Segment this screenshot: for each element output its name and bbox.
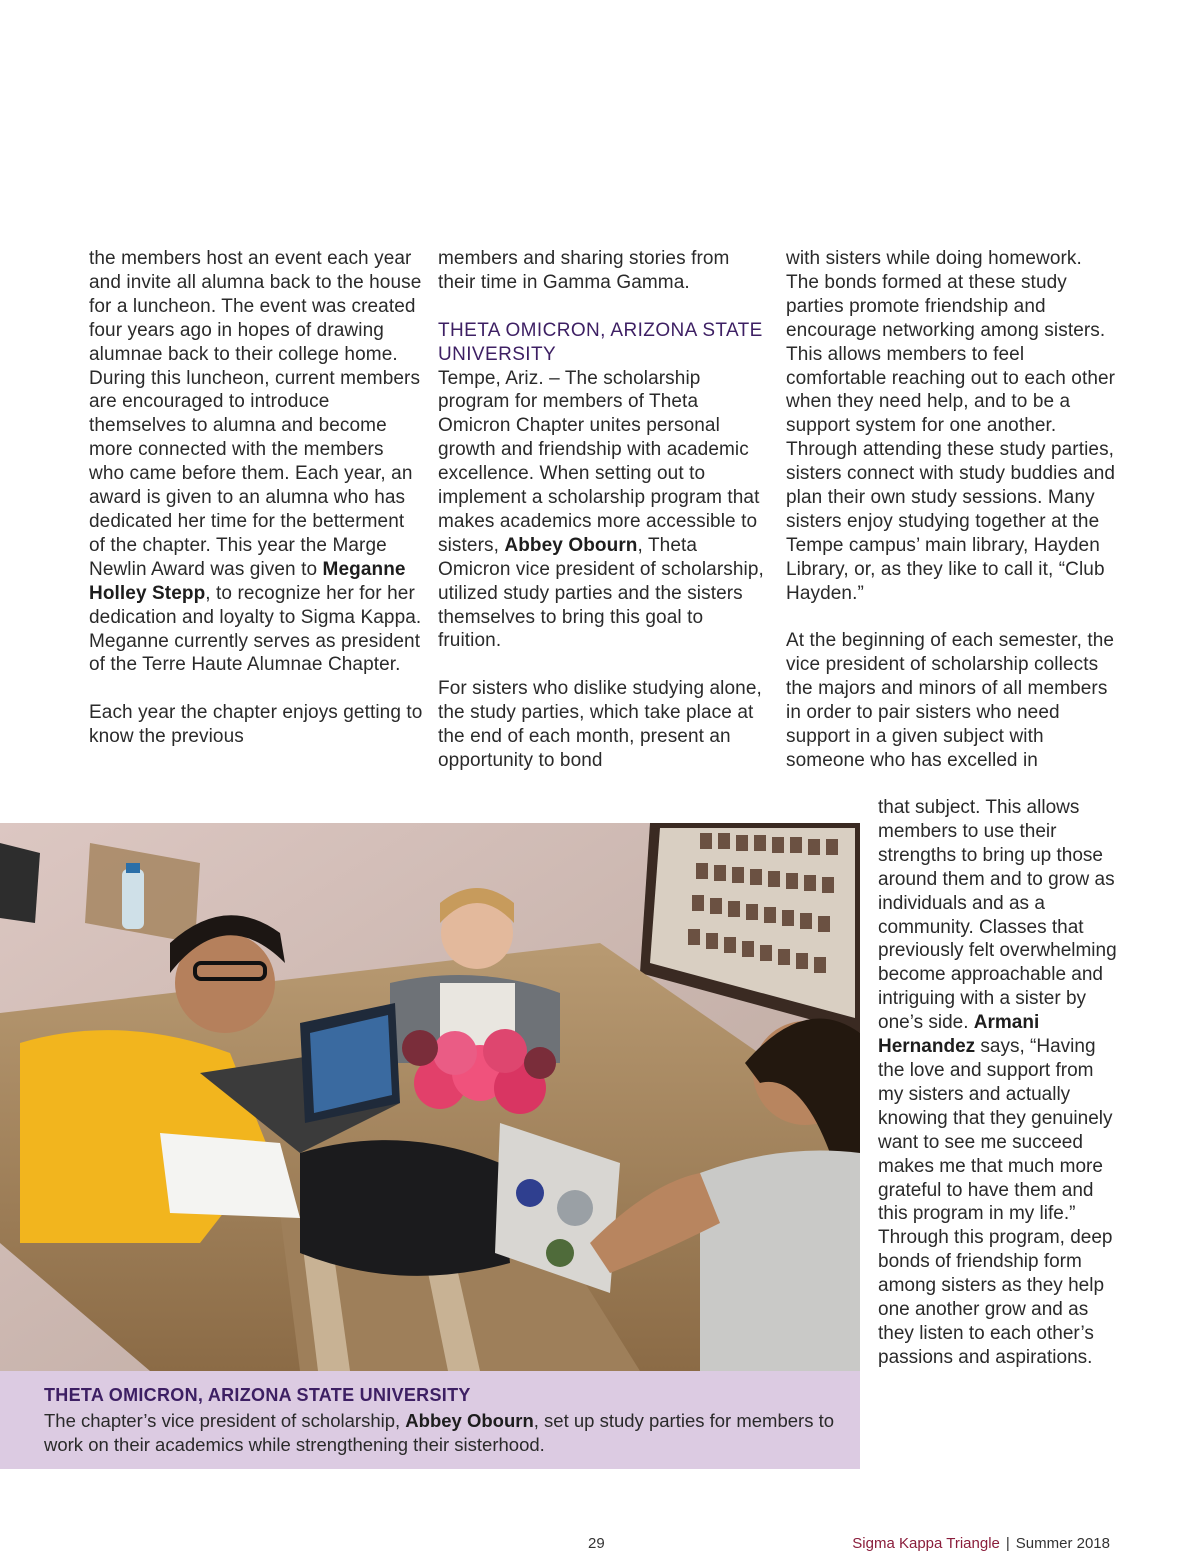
member-name: Armani Hernandez — [878, 1012, 1040, 1058]
member-name: Abbey Obourn — [504, 534, 638, 556]
article-column-3 — [786, 247, 1116, 773]
page-number: 29 — [588, 1535, 605, 1552]
body-paragraph — [438, 367, 768, 654]
body-paragraph: with sisters while doing homework. The bonds formed at these study parties promote friendship and encourage networking among sisters. This allows members to feel comfortable reaching out to each other when they need help, and to be a support system for one another. Through attending these study parties, sisters connect with study buddies and plan their own study sessions. Many sisters enjoy studying together at the Tempe campus’ main library, Hayden Library, or, as they like to call it, “Club Hayden.” — [786, 248, 1116, 604]
body-paragraph — [878, 796, 1118, 1370]
caption-text-start: The chapter’s vice president of scholarship, — [44, 1410, 401, 1431]
paragraph-text: , to recognize her for her dedication and loyalty to Sigma Kappa. Meganne currently serves as president of the Terre Haute Alumnae Chapter. — [89, 582, 422, 676]
body-paragraph: At the beginning of each semester, the vice president of scholarship collects the majors and minors of all members in order to pair sisters who need support in a given subject with someone who has excelled in — [786, 630, 1115, 772]
body-paragraph: For sisters who dislike studying alone, the study parties, which take place at the end of each month, present an opportunity to bond — [438, 678, 762, 771]
paragraph-text: says, “Having the love and support from my sisters and actually knowing that they genuinely want to see me succeed makes me that much more grateful to have them and this program in my life.” Through this program, deep bonds of friendship form among sisters as they help one another grow and as they listen to each other’s passions and aspirations. — [878, 1036, 1113, 1368]
member-name: Meganne Holley Stepp — [89, 558, 406, 604]
article-column-2 — [438, 247, 768, 773]
footer-separator: | — [1005, 1535, 1010, 1552]
caption-member-name: Abbey Obourn — [405, 1410, 534, 1431]
paragraph-text: the members host an event each year and invite all alumna back to the house for a luncheon. The event was created four years ago in hopes of drawing alumnae back to their college home. During this luncheon, current members are encouraged to introduce themselves to alumna and become more connected with the members who came before them. Each year, an award is given to an alumna who has dedicated her time for the betterment of the chapter. This year the Marge Newlin Award was given to — [89, 248, 422, 580]
article-column-1 — [89, 247, 424, 749]
body-paragraph: members and sharing stories from their time in Gamma Gamma. — [438, 248, 730, 293]
study-party-photo — [0, 823, 860, 1371]
footer-credit — [852, 1535, 1110, 1552]
paragraph-text: Tempe, Ariz. – The scholarship program for members of Theta Omicron Chapter unites personal growth and friendship with academic excellence. When setting out to implement a scholarship program that makes academics more accessible to sisters, — [438, 367, 760, 556]
caption-text-end: , set up study parties for members to work on their academics while strengthening their sisterhood. — [44, 1410, 835, 1455]
section-heading: THETA OMICRON, ARIZONA STATE UNIVERSITY — [438, 319, 763, 365]
issue-date: Summer 2018 — [1015, 1535, 1110, 1552]
caption-text — [44, 1409, 849, 1457]
body-paragraph: Each year the chapter enjoys getting to know the previous — [89, 702, 423, 748]
caption-title: THETA OMICRON, ARIZONA STATE UNIVERSITY — [44, 1385, 471, 1405]
body-paragraph — [89, 247, 424, 677]
magazine-name: Sigma Kappa Triangle — [852, 1535, 1000, 1552]
photo-illustration — [0, 823, 860, 1371]
paragraph-text: , Theta Omicron vice president of scholarship, utilized study parties and the sisters themselves to bring this goal to fruition. — [438, 534, 764, 652]
paragraph-text: that subject. This allows members to use their strengths to bring up those around them and to grow as individuals and as a community. Classes that previously felt overwhelming become approachable and intriguing with a sister by one’s side. — [878, 797, 1117, 1034]
article-column-3-wrap — [878, 796, 1118, 1370]
